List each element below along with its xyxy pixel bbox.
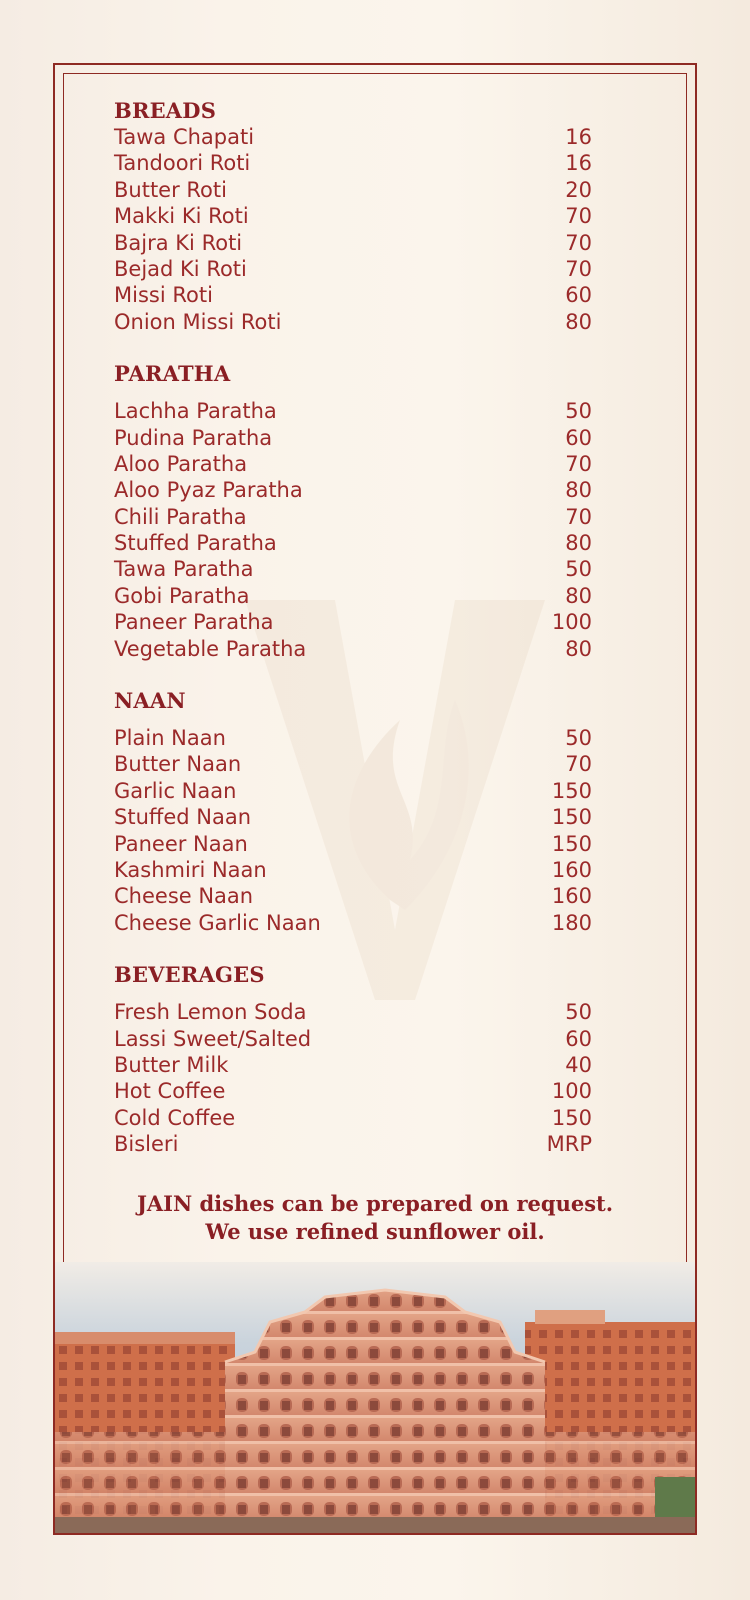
menu-item (114, 831, 594, 857)
menu-item (114, 636, 594, 662)
item-name: Stuffed Naan (114, 805, 252, 830)
item-name: Paneer Paratha (114, 610, 274, 635)
item-price: 160 (551, 884, 592, 909)
item-price: 60 (565, 1026, 592, 1051)
menu-item (114, 504, 594, 530)
item-name: Aloo Paratha (114, 451, 248, 476)
item-name: Lassi Sweet/Salted (114, 1026, 312, 1051)
item-price: 60 (565, 283, 592, 308)
menu-item (114, 556, 594, 582)
menu-item (114, 203, 594, 229)
item-name: Onion Missi Roti (114, 309, 282, 334)
item-name: Lachha Paratha (114, 399, 277, 424)
item-name: Tandoori Roti (114, 151, 251, 176)
menu-section-breads (114, 98, 594, 335)
hawa-mahal-photo (55, 1262, 695, 1533)
menu-section-paratha (114, 361, 594, 662)
item-name: Aloo Pyaz Paratha (114, 478, 303, 503)
item-name: Kashmiri Naan (114, 857, 267, 882)
item-name: Paneer Naan (114, 831, 248, 856)
jain-note: JAIN dishes can be prepared on request. (136, 1191, 614, 1216)
item-price: 50 (565, 1000, 592, 1025)
menu-item (114, 256, 594, 282)
menu-item (114, 477, 594, 503)
title-spacer (114, 387, 594, 398)
item-price: 150 (551, 778, 592, 803)
menu-item (114, 778, 594, 804)
title-spacer (114, 714, 594, 725)
menu-item (114, 910, 594, 936)
item-price: 70 (565, 504, 592, 529)
menu-item (114, 1131, 594, 1157)
item-price: 80 (565, 583, 592, 608)
menu-section-beverages (114, 962, 594, 1157)
item-price: 50 (565, 726, 592, 751)
item-name: Cheese Naan (114, 884, 254, 909)
menu-item (114, 309, 594, 335)
item-price: 70 (565, 256, 592, 281)
item-name: Bisleri (114, 1132, 179, 1157)
item-price: 100 (551, 1079, 592, 1104)
menu-item (114, 804, 594, 830)
menu-item (114, 451, 594, 477)
section-title: NAAN (114, 688, 186, 714)
item-name: Tawa Paratha (114, 557, 254, 582)
menu-item (114, 609, 594, 635)
item-price: 80 (565, 309, 592, 334)
item-name: Cheese Garlic Naan (114, 910, 321, 935)
item-name: Butter Milk (114, 1052, 229, 1077)
item-name: Vegetable Paratha (114, 636, 307, 661)
menu-item (114, 1026, 594, 1052)
item-price: 40 (565, 1052, 592, 1077)
item-price: 70 (565, 204, 592, 229)
section-spacer (114, 335, 594, 361)
item-price: 150 (551, 805, 592, 830)
item-price: 100 (551, 610, 592, 635)
item-price: 80 (565, 478, 592, 503)
item-price: 180 (551, 910, 592, 935)
menu-item (114, 883, 594, 909)
item-price: 50 (565, 399, 592, 424)
menu-item (114, 150, 594, 176)
menu-item (114, 530, 594, 556)
menu-notes (63, 1190, 687, 1246)
menu-item (114, 398, 594, 424)
menu-item (114, 1078, 594, 1104)
item-price: 150 (551, 1105, 592, 1130)
item-name: Plain Naan (114, 726, 226, 751)
menu-item (114, 751, 594, 777)
menu-list (114, 98, 594, 1158)
item-name: Chili Paratha (114, 504, 247, 529)
item-price: 70 (565, 752, 592, 777)
section-spacer (114, 662, 594, 688)
item-name: Bajra Ki Roti (114, 230, 243, 255)
menu-item (114, 725, 594, 751)
item-name: Pudina Paratha (114, 425, 273, 450)
item-name: Bejad Ki Roti (114, 256, 247, 281)
menu-item (114, 282, 594, 308)
item-name: Cold Coffee (114, 1105, 236, 1130)
menu-item (114, 999, 594, 1025)
menu-item (114, 857, 594, 883)
item-price: 150 (551, 831, 592, 856)
menu-item (114, 230, 594, 256)
menu-item (114, 583, 594, 609)
menu-item (114, 1052, 594, 1078)
item-name: Garlic Naan (114, 778, 237, 803)
item-price: 80 (565, 636, 592, 661)
menu-item (114, 1105, 594, 1131)
item-price: 16 (565, 125, 592, 149)
item-price: 60 (565, 425, 592, 450)
menu-item (114, 124, 594, 150)
oil-note: We use refined sunflower oil. (205, 1219, 545, 1244)
item-name: Missi Roti (114, 283, 213, 308)
item-name: Gobi Paratha (114, 583, 250, 608)
item-name: Fresh Lemon Soda (114, 1000, 307, 1025)
item-name: Butter Roti (114, 177, 227, 202)
item-price: 16 (565, 151, 592, 176)
item-price: 20 (565, 177, 592, 202)
section-title: BEVERAGES (114, 962, 265, 988)
title-spacer (114, 988, 594, 999)
item-name: Makki Ki Roti (114, 204, 249, 229)
item-price: 50 (565, 557, 592, 582)
section-spacer (114, 936, 594, 962)
item-price: 70 (565, 451, 592, 476)
item-price: MRP (546, 1132, 592, 1157)
item-name: Stuffed Paratha (114, 531, 277, 556)
section-title: BREADS (114, 98, 217, 123)
item-price: 160 (551, 857, 592, 882)
menu-section-naan (114, 688, 594, 936)
item-name: Hot Coffee (114, 1079, 226, 1104)
item-name: Tawa Chapati (114, 125, 255, 149)
item-price: 70 (565, 230, 592, 255)
section-title: PARATHA (114, 361, 231, 387)
item-price: 80 (565, 531, 592, 556)
item-name: Butter Naan (114, 752, 242, 777)
menu-item (114, 425, 594, 451)
menu-item (114, 177, 594, 203)
